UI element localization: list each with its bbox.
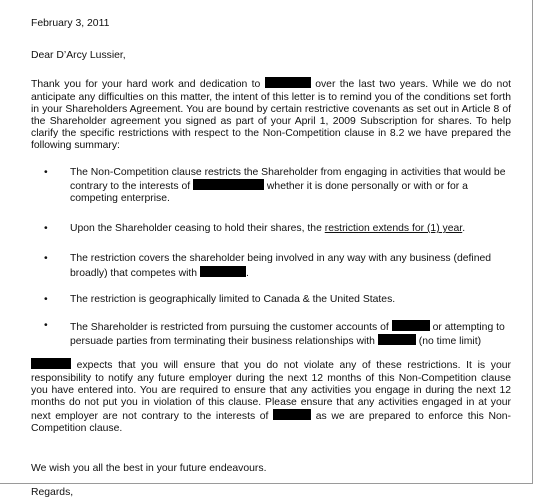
redacted-company-name — [200, 266, 246, 277]
bullet-icon: • — [44, 320, 48, 332]
redacted-company-name — [378, 334, 416, 345]
bullet-2-underlined: restriction extends for (1) year — [324, 223, 463, 235]
closing-text-b: as we are prepared to enforce this Non-Competition clause. — [31, 411, 512, 435]
bullet-2-text-a: Upon the Shareholder ceasing to hold their shares, the — [70, 223, 322, 235]
list-item — [31, 223, 511, 235]
bullet-5-text-c: (no time limit) — [418, 336, 482, 348]
redacted-company-name — [392, 320, 430, 331]
redacted-company-name — [31, 358, 71, 369]
letter-body — [31, 18, 511, 499]
redacted-company-name — [265, 77, 311, 88]
redacted-company-name — [273, 409, 311, 420]
letter-date: February 3, 2011 — [31, 18, 110, 29]
bullet-icon: • — [44, 166, 48, 178]
restrictions-list — [31, 167, 511, 349]
list-item — [31, 320, 511, 348]
intro-paragraph — [31, 77, 511, 152]
intro-text-a: Thank you for your hard work and dedication to — [31, 79, 261, 91]
list-item — [31, 294, 511, 306]
bullet-1-text-b: whether it is done personally or with or for a competing enterprise. — [70, 180, 468, 205]
closing-text-a: expects that you will ensure that you do not violate any of these restrictions. It is your responsibility to notify any future employer during the next 12 months of this Non-Competition clause you have entered into. You are required to ensure that any activities you engage in during the next 12 months do not put you in violation of this clause. Please ensure that any activities engaged in at your next employer are not contrary to the interests of — [31, 360, 511, 423]
bullet-5-text-b: or attempting to persuade parties from terminating their business relationships with — [70, 322, 505, 348]
sign-off: Regards, — [31, 486, 74, 498]
closing-paragraph — [31, 358, 511, 435]
list-item — [31, 253, 511, 279]
bullet-icon: • — [44, 223, 48, 235]
bullet-3-text-a: The restriction covers the shareholder being involved in any way with any business (defined broadly) that competes with — [70, 253, 492, 279]
bullet-icon: • — [44, 253, 48, 265]
list-item — [31, 167, 511, 206]
bullet-2-text-b: . — [462, 223, 466, 235]
bullet-1-text-a: The Non-Competition clause restricts the Shareholder from engaging in activities that would be contrary to the interests of — [70, 166, 506, 192]
bullet-5-text-a: The Shareholder is restricted from pursuing the customer accounts of — [70, 322, 389, 334]
salutation: Dear D’Arcy Lussier, — [31, 50, 126, 62]
redacted-company-name — [193, 179, 264, 190]
bullet-icon: • — [44, 293, 48, 305]
intro-text-b: over the last two years. While we do not anticipate any difficulties on this matter, the intent of this letter is to remind you of the conditions set forth in your Shareholders Agreement. You are bound by certain restrictive covenants as set out in Article 8 of the Shareholder agreement you signed as part of your April 1, 2009 Subscription for shares. To help clarify the specific restrictions with respect to the Non-Competition clause in 8.2 we have prepared the following summary: — [31, 79, 512, 152]
bullet-3-text-b: . — [245, 267, 249, 279]
bullet-4-text: The restriction is geographically limited to Canada & the United States. — [70, 293, 396, 305]
well-wishes: We wish you all the best in your future endeavours. — [31, 462, 267, 474]
